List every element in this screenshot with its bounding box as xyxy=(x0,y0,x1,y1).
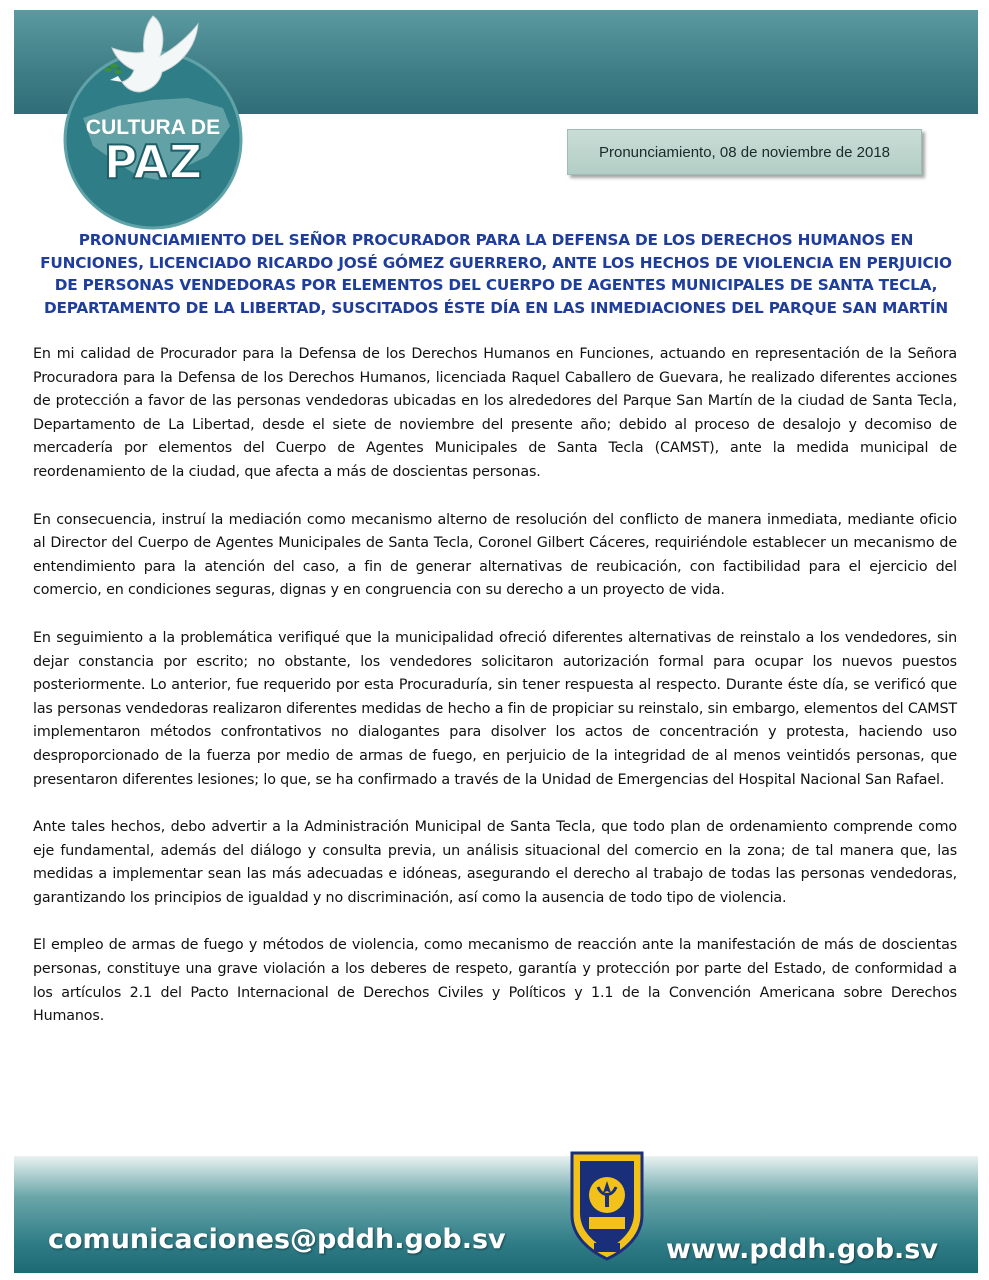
paragraph-2: En consecuencia, instruí la mediación como mecanismo alterno de resolución del conflicto de manera inmediata, mediante oficio al Director del Cuerpo de Agentes Municipales de Santa Tecla, Coronel Gilbert Cáceres, requiriéndole establecer un mecanismo de entendimiento para la atención del caso, a fin de generar alternativas de reubicación, con factibilidad para el ejercicio del comercio, en condiciones seguras, dignas y en congruencia con su derecho a un proyecto de vida. xyxy=(33,511,957,599)
footer-email-link[interactable]: comunicaciones@pddh.gob.sv xyxy=(48,1224,506,1255)
date-label: Pronunciamiento, 08 de noviembre de 2018 xyxy=(567,129,922,175)
pddh-emblem-icon xyxy=(562,1145,652,1265)
footer-band xyxy=(14,1156,978,1273)
paragraph-1: En mi calidad de Procurador para la Defensa de los Derechos Humanos en Funciones, actuando en representación de la Señora Procuradora para la Defensa de los Derechos Humanos, licenciada Raquel Caballero de Guevara, he realizado diferentes acciones de protección a favor de las personas vendedoras ubicadas en los alrededores del Parque San Martín de la ciudad de Santa Tecla, Departamento de La Libertad, desde el siete de noviembre del presente año; debido al proceso de desalojo y decomiso de mercadería por elementos del Cuerpo de Agentes Municipales de Santa Tecla (CAMST), ante la medida municipal de reordenamiento de la ciudad, que afecta a más de doscientas personas. xyxy=(33,346,957,480)
footer-website-link[interactable]: www.pddh.gob.sv xyxy=(666,1234,938,1265)
document-body xyxy=(33,343,957,1053)
paragraph-3: En seguimiento a la problemática verifiqué que la municipalidad ofreció diferentes alternativas de reinstalo a los vendedores, sin dejar constancia por escrito; no obstante, los vendedores solicitaron autorización formal para ocupar los nuevos puestos posteriormente. Lo anterior, fue requerido por esta Procuraduría, sin tener respuesta al respecto. Durante éste día, se verificó que las personas vendedoras realizaron diferentes medidas de hecho a fin de propiciar su reinstalo, sin embargo, elementos del CAMST implementaron métodos confrontativos no dialogantes para disolver los actos de concentración y protesta, haciendo uso desproporcionado de la fuerza por medio de armas de fuego, en perjuicio de la integridad de al menos veintidós personas, que presentaron diferentes lesiones; lo que, se ha confirmado a través de la Unidad de Emergencias del Hospital Nacional San Rafael. xyxy=(33,629,957,788)
document-title: PRONUNCIAMIENTO DEL SEÑOR PROCURADOR PARA LA DEFENSA DE LOS DERECHOS HUMANOS EN FUNCIONES, LICENCIADO RICARDO JOSÉ GÓMEZ GUERRERO, ANTE LOS HECHOS DE VIOLENCIA EN PERJUICIO DE PERSONAS VENDEDORAS POR ELEMENTOS DEL CUERPO DE AGENTES MUNICIPALES DE SANTA TECLA, DEPARTAMENTO DE LA LIBERTAD, SUSCITADOS ÉSTE DÍA EN LAS INMEDIACIONES DEL PARQUE SAN MARTÍN xyxy=(40,231,952,317)
paragraph-4: Ante tales hechos, debo advertir a la Administración Municipal de Santa Tecla, que todo plan de ordenamiento comprende como eje fundamental, además del diálogo y consulta previa, un análisis situacional del comercio en la zona; de tal manera que, las medidas a implementar sean las más adecuadas e idóneas, asegurando el derecho al trabajo de todas las personas vendedoras, garantizando los principios de igualdad y no discriminación, así como la ausencia de todo tipo de violencia. xyxy=(33,819,957,906)
logo-line1: CULTURA DE xyxy=(85,116,221,139)
cultura-de-paz-logo xyxy=(58,8,248,230)
logo-line2: PAZ xyxy=(103,135,203,189)
paragraph-5: El empleo de armas de fuego y métodos de violencia, como mecanismo de reacción ante la manifestación de más de doscientas personas, constituye una grave violación a los deberes de respeto, garantía y protección por parte del Estado, de conformidad a los artículos 2.1 del Pacto Internacional de Derechos Civiles y Políticos y 1.1 de la Convención Americana sobre Derechos Humanos. xyxy=(33,937,957,1025)
